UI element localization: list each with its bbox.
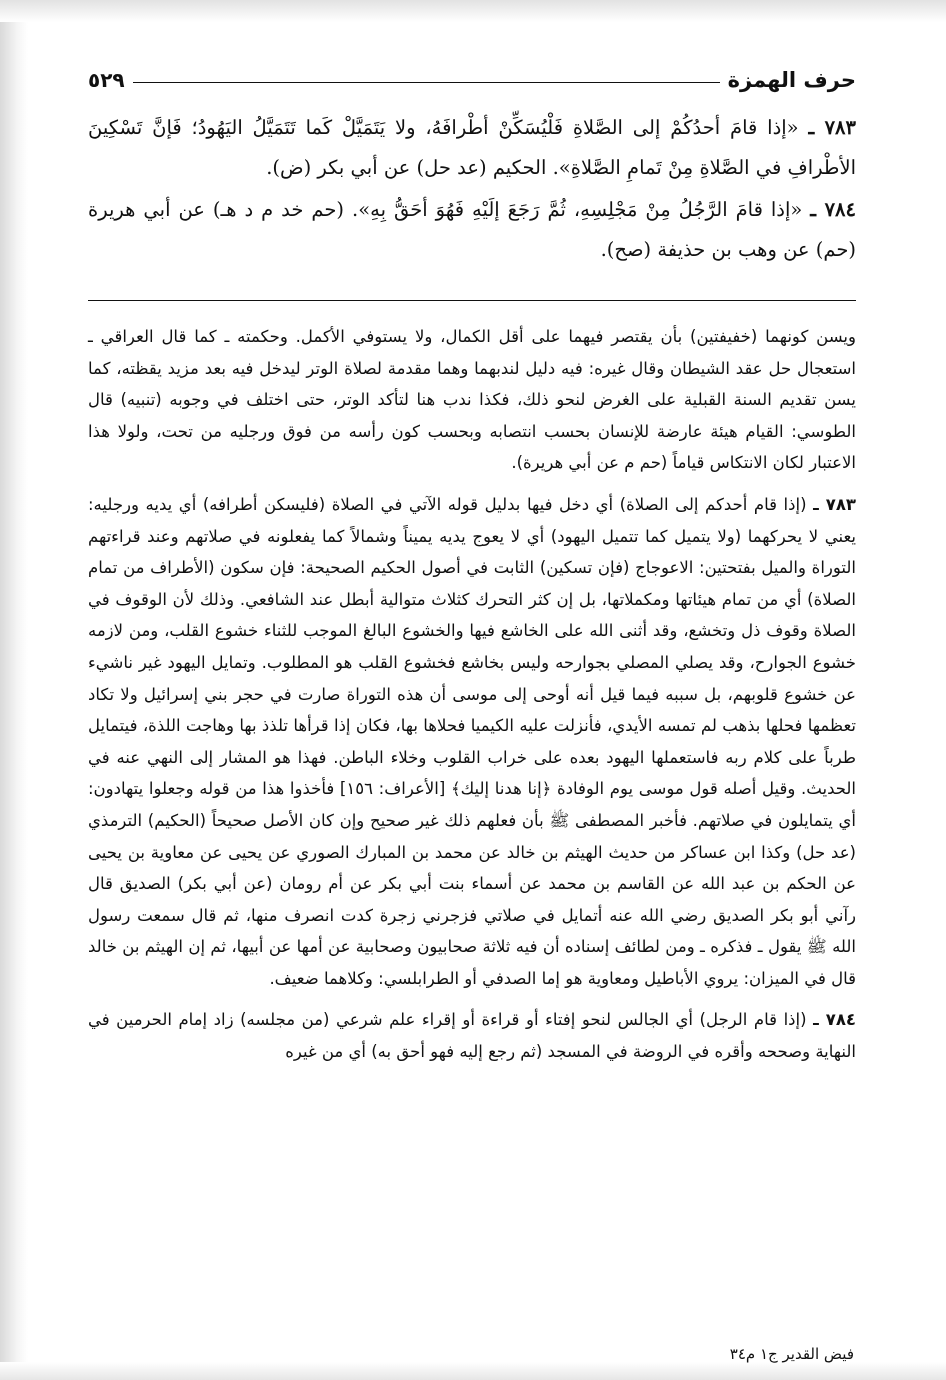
- hadith-text: «إذا قامَ الرَّجُلُ مِنْ مَجْلِسِهِ، ثُمَّ رَجَعَ إلَيْهِ فَهُوَ أحَقُّ بِهِ». (حم خد م د هـ) عن أبي هريرة (حم) عن وهب بن حذيفة (صح).: [88, 198, 856, 261]
- commentary-text: (إذا قام الرجل) أي الجالس لنحو إفتاء أو قراءة أو إقراء علم شرعي (من مجلسه) زاد إمام الحرمين في النهاية وصححه وأقره في الروضة في المسجد (ثم رجع إليه فهو أحق به) أي من غيره: [88, 1010, 856, 1062]
- commentary-text: (إذا قام أحدكم إلى الصلاة) أي دخل فيها بدليل قوله الآتي في الصلاة (فليسكن أطرافه) أي يديه ورجليه: يعني لا يحركهما (ولا يتميل كما تتميل اليهود) أي لا يعوج يديه يميناً وشمالاً كما يفعلونه في صلاتهم وعند قراءتهم التوراة والميل بفتحتين: الاعوجاج (فإن تسكين) الثابت في أصول الحكيم الصحيحة: فإن سكون (الأطراف من تمام الصلاة) أي من تمام هيئاتها ومكملاتها، بل إن كثر التحرك كثلاث متوالية أبطل عند الشافعي. وذلك لأن الوقوف في الصلاة وقوف ذل وتخشع، وقد أثنى الله على الخاشع فيها والخشوع البالغ الموجب للثناء خشوع القلب، ومن لازمه خشوع الجوارح، وقد يصلي المصلي بجوارحه وليس بخاشع فخشوع القلب هو المطلوب. وتمايل اليهود غير ناشيء عن خشوع قلوبهم، بل سببه فيما قيل أنه أوحى إلى موسى أن هذه التوراة صارت في حجر بني إسرائيل ولا تكاد تعظمها فحلها بذهب لم تمسه الأيدي، فأنزلت عليه الكيميا فحلاها بها، فكان إذا قرأها تلذذ بها وهاجت اللذة، فيتمايل طرباً على كلام ربه فاستعملها اليهود بعده على خراب القلوب وخلاء الباطن. فهذا هو المشار إلى النهي عنه في الحديث. وقيل أصله قول موسى يوم الوفادة ﴿إنا هدنا إليك﴾ [الأعراف: ١٥٦] فأخذوا هذا من قوله وجعلوا يتهادون: أي يتمايلون في صلاتهم. فأخبر المصطفى ﷺ بأن فعلهم ذلك غير صحيح وإن كان الأصل صحيحاً (الحكيم) الترمذي (عد حل) وكذا ابن عساكر من حديث الهيثم بن خالد عن محمد بن المبارك الصوري عن يحيى عن معاوية بن يحيى عن الحكم بن عبد الله عن القاسم بن محمد عن أسماء بنت أبي بكر عن أم رومان (عن أبي بكر) الصديق قال رآني أبو بكر الصديق رضي الله عنه أتمايل في صلاتي فزجرني زجرة كدت انصرف منها، ثم قال سمعت رسول الله ﷺ يقول ـ فذكره ـ ومن لطائف إسناده أن فيه ثلاثة صحابيون وصحابية عن أمها عن أبيها، ثم إن الهيثم بن خالد قال في الميزان: يروي الأباطيل ومعاوية هو إما الصدفي أو الطرابلسي: وكلاهما ضعيف.: [88, 494, 856, 988]
- scan-edge-top: [0, 0, 946, 22]
- hadith-number: ٧٨٤ ـ: [810, 198, 856, 221]
- page-number: ٥٢٩: [88, 68, 125, 92]
- commentary-783: [88, 489, 856, 995]
- commentary-number: ٧٨٤ ـ: [813, 1010, 856, 1030]
- hadith-784: [88, 190, 856, 270]
- page-body: [88, 108, 856, 1068]
- hadith-783: [88, 108, 856, 188]
- hadith-text: «إذا قامَ أحدُكُمْ إلى الصَّلاةِ فَلْيُسَكِّنْ أطْرافَهُ، ولا يَتَمَيَّلْ كَما تَتَمَيَّلُ اليَهُودُ؛ فَإنَّ تَسْكِينَ الأطْرافِ في الصَّلاةِ مِنْ تَمامِ الصَّلاةِ». الحكيم (عد حل) عن أبي بكر (ض).: [88, 116, 856, 179]
- commentary-number: ٧٨٣ ـ: [813, 494, 856, 514]
- footer-signature: فيض القدير ج١ م٣٤: [729, 1345, 854, 1363]
- page-header: [88, 58, 856, 92]
- header-rule: [133, 82, 720, 83]
- scan-edge-bottom: [0, 1362, 946, 1380]
- hadith-number: ٧٨٣ ـ: [808, 116, 856, 139]
- section-divider: [88, 300, 856, 301]
- scan-edge-left: [0, 0, 28, 1380]
- chapter-title: حرف الهمزة: [727, 68, 856, 92]
- commentary-paragraph: ويسن كونهما (خفيفتين) بأن يقتصر فيهما على أقل الكمال، ولا يستوفي الأكمل. وحكمته ـ كما قال العراقي ـ استعجال حل عقد الشيطان وقال غيره: فيه دليل لندبهما وهما مقدمة لصلاة الوتر ليدخل فيه بعد مزيد يقظته، كما يسن تقديم السنة القبلية على الغرض لنحو ذلك، فكذا ندب هنا لتأكد الوتر، حتى اختلف في وجوبه (تنبيه) قال الطوسي: القيام هيئة عارضة للإنسان بحسب انتصابه وبحسب كون رأسه من فوق ورجليه من تحت، ولولا هذا الاعتبار لكان الانتكاس قياماً (حم م عن أبي هريرة).: [88, 327, 856, 473]
- commentary-784: [88, 1004, 856, 1067]
